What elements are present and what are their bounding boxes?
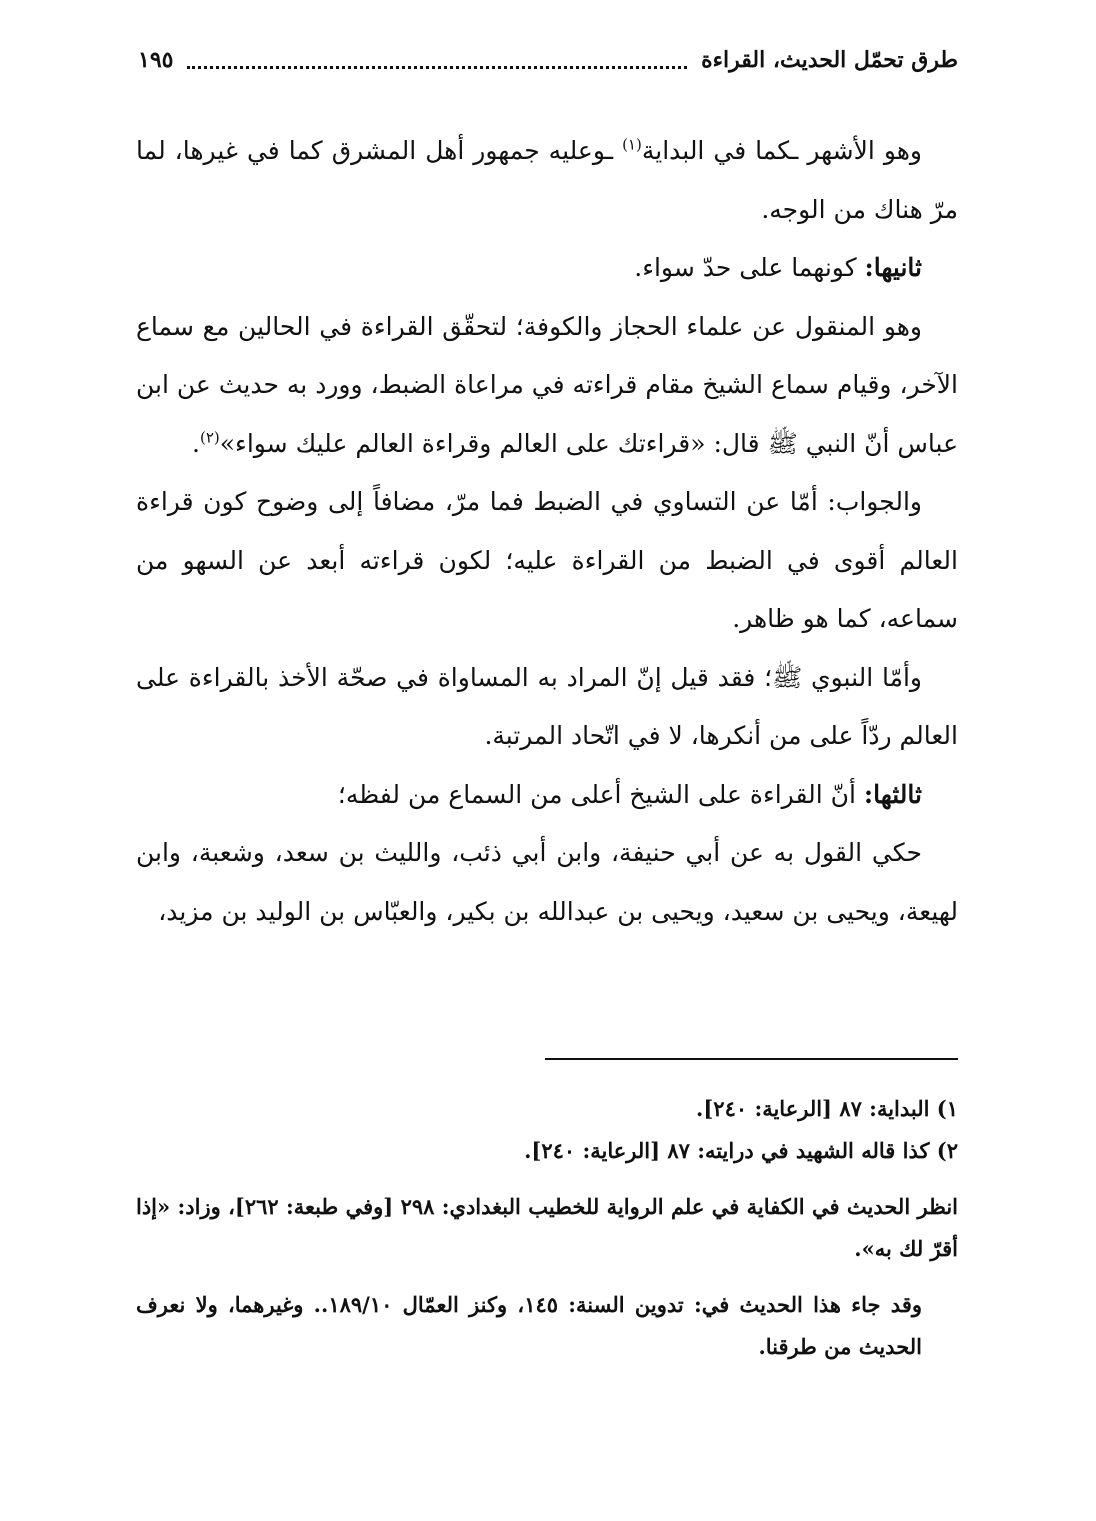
footnote-ref-2: (٢) [199, 428, 220, 447]
paragraph-2 [136, 239, 958, 298]
footnotes [136, 1088, 958, 1368]
paragraph-6-text: أنّ القراءة على الشيخ أعلى من السماع من لفظه؛ [337, 779, 864, 809]
page-number: ١٩٥ [138, 47, 174, 73]
paragraph-1-rest: ـوعليه جمهور أهل المشرق كما في غيرها، لما مرّ هناك من الوجه. [136, 136, 958, 224]
paragraph-4: والجواب: أمّا عن التساوي في الضبط فما مرّ، مضافاً إلى وضوح كون قراءة العالم أقوى في الضبط من القراءة عليه؛ لكون قراءته أبعد عن السهو من سماعه، كما هو ظاهر. [136, 487, 958, 633]
footnote-separator [545, 1058, 958, 1060]
paragraph-1-text: وهو الأشهر ـكما في البداية [641, 136, 922, 165]
paragraph-3-end: . [192, 428, 200, 458]
paragraph-6 [136, 766, 958, 825]
footnote-2-note-1: انظر الحديث في الكفاية في علم الرواية للخطيب البغدادي: ٢٩٨ [وفي طبعة: ٢٦٢]، وزاد: «إذا أقرّ لك به». [136, 1194, 959, 1261]
footnote-ref-1: (١) [622, 135, 642, 154]
main-text [136, 122, 958, 941]
paragraph-3-text: وهو المنقول عن علماء الحجاز والكوفة؛ لتحقّق القراءة في الحالين مع سماع الآخر، وقيام سماع الشيخ مقام قراءته في مراعاة الضبط، وورد به حديث عن ابن عباس أنّ النبي ﷺ قال: «قراءتك على العالم وقراءة العالم عليك سواء» [136, 311, 958, 458]
paragraph-1 [136, 122, 958, 239]
paragraph-7: حكي القول به عن أبي حنيفة، وابن أبي ذئب، والليث بن سعد، وشعبة، وابن لهيعة، ويحيى بن سعيد، ويحيى بن عبدالله بن بكير، والعبّاس بن الوليد بن مزيد، [136, 838, 958, 926]
paragraph-3 [136, 298, 958, 474]
paragraph-2-text: كونهما على حدّ سواء. [634, 253, 865, 282]
section-lead-third: ثالثها: [863, 779, 922, 809]
running-header [138, 40, 958, 80]
footnote-2-note-2: وقد جاء هذا الحديث في: تدوين السنة: ١٤٥، وكنز العمّال ١٨٩/١٠.. وغيرهما، ولا نعرف الحديث من طرقنا. [136, 1292, 922, 1359]
section-lead-second: ثانيها: [864, 253, 922, 282]
footnote-1: ١) البداية: ٨٧ [الرعاية: ٢٤٠]. [696, 1096, 958, 1121]
running-title: طرق تحمّل الحديث، القراءة [701, 47, 958, 73]
footnote-2: ٢) كذا قاله الشهيد في درايته: ٨٧ [الرعاية: ٢٤٠]. [524, 1138, 958, 1163]
header-dotted-leader [187, 52, 687, 69]
paragraph-5: وأمّا النبوي ﷺ؛ فقد قيل إنّ المراد به المساواة في صحّة الأخذ بالقراءة على العالم ردّاً على من أنكرها، لا في اتّحاد المرتبة. [136, 662, 958, 750]
